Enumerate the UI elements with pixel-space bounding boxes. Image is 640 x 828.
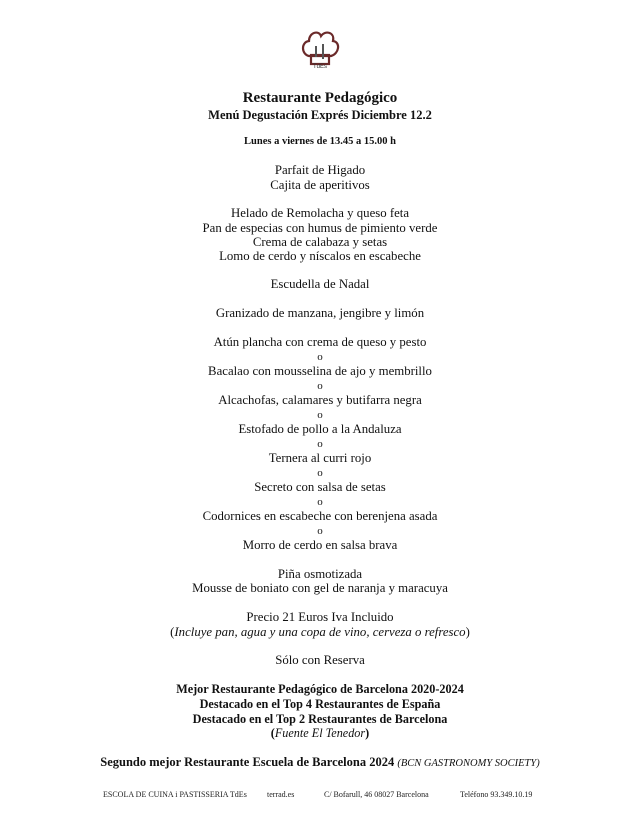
main-course-item: Estofado de pollo a la Andaluza [238, 422, 402, 436]
or-separator: o [317, 409, 323, 421]
dessert-item: Piña osmotizada [277, 567, 363, 581]
menu-item: Granizado de manzana, jengibre y limón [215, 306, 425, 320]
footer-address: C/ Bofarull, 46 08027 Barcelona [324, 790, 429, 799]
price-includes: (Incluye pan, agua y una copa de vino, cerveza o refresco) [170, 625, 470, 639]
dessert-item: Mousse de boniato con gel de naranja y maracuya [192, 581, 448, 595]
menu-item: Parfait de Higado [274, 163, 366, 177]
main-course-item: Ternera al curri rojo [268, 451, 372, 465]
opening-hours: Lunes a viernes de 13.45 a 15.00 h [244, 136, 396, 147]
main-course-item: Alcachofas, calamares y butifarra negra [218, 393, 422, 407]
price-line: Precio 21 Euros Iva Incluido [246, 610, 394, 624]
logo-text: TdEs [312, 64, 327, 70]
or-separator: o [317, 496, 323, 508]
award-line: Destacado en el Top 4 Restaurantes de España [199, 697, 441, 711]
menu-item: Pan de especias con humus de pimiento verde [202, 221, 438, 235]
page-title: Restaurante Pedagógico [242, 90, 398, 106]
award-line: Destacado en el Top 2 Restaurantes de Barcelona [192, 712, 448, 726]
or-separator: o [317, 525, 323, 537]
main-course-item: Bacalao con mousselina de ajo y membrillo [208, 364, 432, 378]
footer-phone: Teléfono 93.349.10.19 [460, 790, 533, 799]
or-separator: o [317, 351, 323, 363]
second-award: Segundo mejor Restaurante Escuela de Barcelona 2024 (BCN GASTRONOMY SOCIETY) [100, 755, 540, 769]
or-separator: o [317, 380, 323, 392]
menu-item: Lomo de cerdo y níscalos en escabeche [219, 249, 421, 263]
main-course-item: Morro de cerdo en salsa brava [242, 538, 398, 552]
main-course-item: Atún plancha con crema de queso y pesto [213, 335, 427, 349]
main-course-item: Secreto con salsa de setas [254, 480, 386, 494]
award-source: (Fuente El Tenedor) [270, 726, 370, 740]
menu-item: Cajita de aperitivos [270, 178, 370, 192]
main-course-item: Codornices en escabeche con berenjena asada [202, 509, 438, 523]
menu-subtitle: Menú Degustación Exprés Diciembre 12.2 [208, 108, 432, 122]
footer-website[interactable]: terrad.es [267, 790, 295, 799]
or-separator: o [317, 438, 323, 450]
or-separator: o [317, 467, 323, 479]
award-line: Mejor Restaurante Pedagógico de Barcelona 2020-2024 [176, 682, 464, 696]
reservation-note: Sólo con Reserva [275, 653, 365, 667]
menu-item: Helado de Remolacha y queso feta [230, 206, 410, 220]
menu-item: Crema de calabaza y setas [252, 235, 388, 249]
menu-item: Escudella de Nadal [270, 277, 370, 291]
footer-school: ESCOLA DE CUINA i PASTISSERIA TdEs [103, 790, 247, 799]
